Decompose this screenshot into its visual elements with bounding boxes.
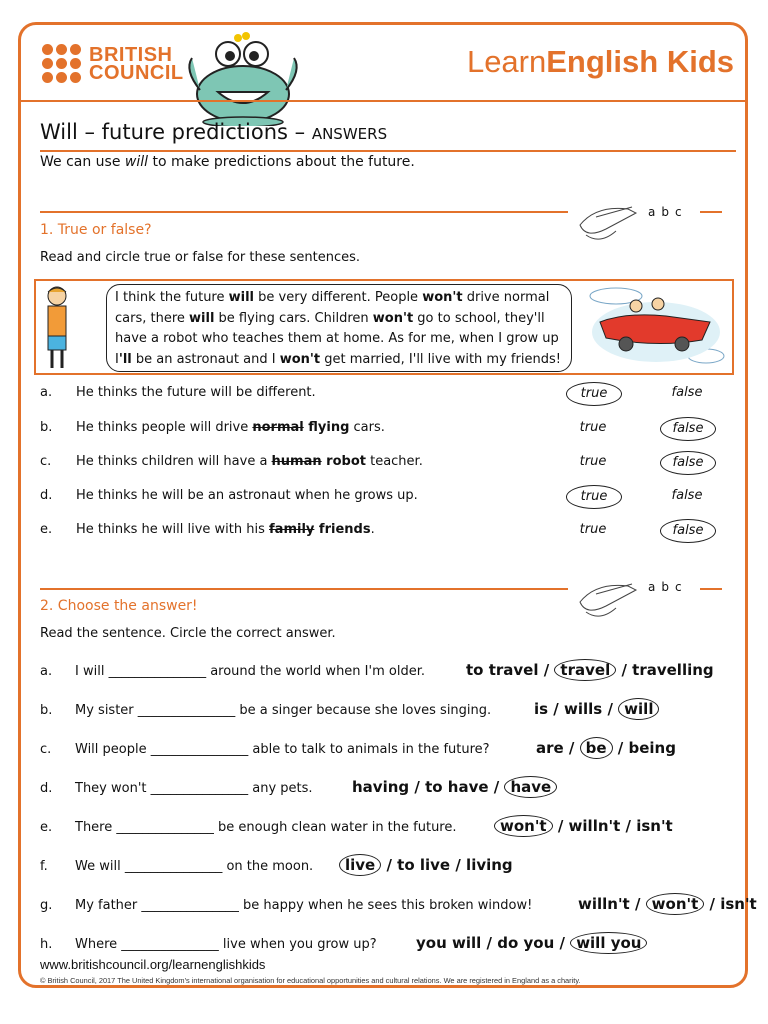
answer-options: [466, 661, 714, 679]
choose-item-sentence: My father _______________ be happy when he sees this broken window!: [75, 898, 533, 913]
struck-word: normal: [252, 420, 304, 435]
choose-item-letter: c.: [40, 742, 52, 757]
writing-hand-icon: [576, 195, 656, 250]
answer-option[interactable]: willn't: [568, 817, 621, 835]
answer-options: [534, 700, 659, 718]
story-bold: won't: [279, 351, 321, 367]
answer-option-circled[interactable]: travel: [554, 659, 616, 681]
option-separator: /: [548, 700, 565, 718]
answer-option[interactable]: wills: [564, 700, 603, 718]
answer-option[interactable]: to have: [425, 778, 489, 796]
false-option-c[interactable]: false: [660, 451, 716, 475]
option-separator: /: [538, 661, 555, 679]
item-text: He thinks he will live with his: [76, 522, 270, 537]
section2-heading: 2. Choose the answer!: [40, 598, 198, 614]
option-separator: /: [620, 817, 637, 835]
true-option-a[interactable]: true: [566, 382, 622, 406]
answer-option[interactable]: being: [628, 739, 676, 757]
abc-label: abc: [648, 580, 688, 594]
footer-copyright: © British Council, 2017 The United Kingdom's international organisation for educational opportunities and cultural relations. We are registered in England as a charity.: [40, 976, 581, 985]
story-text: go to school, they'll: [413, 310, 545, 326]
correction-word: friends: [314, 522, 371, 537]
item-text: .: [370, 522, 375, 537]
answer-options: [578, 895, 757, 913]
option-separator: /: [552, 817, 569, 835]
story-text: cars, there: [115, 310, 190, 326]
story-bold: will: [189, 310, 215, 326]
tf-item-c-letter: c.: [40, 454, 52, 469]
brand-light-text: Learn: [466, 44, 547, 79]
option-separator: /: [488, 778, 505, 796]
false-option-a[interactable]: false: [671, 385, 703, 400]
tf-item-e-text: [76, 522, 375, 537]
brand-bold-text: English Kids: [546, 44, 734, 79]
british-council-logo: [42, 44, 184, 83]
choose-item-letter: f.: [40, 859, 48, 874]
section2-divider: [40, 588, 568, 590]
answer-options: [339, 856, 513, 874]
logo-text-line1: BRITISH: [89, 43, 173, 66]
option-separator: /: [409, 778, 426, 796]
option-separator: /: [612, 739, 629, 757]
false-option-e[interactable]: false: [660, 519, 716, 543]
tf-item-a-letter: a.: [40, 385, 53, 400]
answer-options: [536, 739, 676, 757]
section2-divider-end: [700, 588, 722, 590]
answer-option-circled[interactable]: won't: [494, 815, 553, 837]
true-option-b[interactable]: true: [579, 420, 607, 435]
item-text: teacher.: [365, 454, 423, 469]
story-bold: will: [228, 290, 255, 305]
story-bold: won't: [422, 290, 463, 305]
tf-item-d-letter: d.: [40, 488, 53, 503]
speech-bubble: [106, 284, 572, 372]
section1-heading: 1. True or false?: [40, 222, 152, 238]
true-option-e[interactable]: true: [579, 522, 607, 537]
choose-item-sentence: My sister _______________ be a singer because she loves singing.: [75, 703, 492, 718]
answer-option[interactable]: having: [352, 778, 410, 796]
section1-instruction: Read and circle true or false for these sentences.: [40, 250, 361, 265]
story-text: be very different. People: [254, 290, 423, 305]
intro-text: [40, 154, 415, 170]
true-option-d[interactable]: true: [566, 485, 622, 509]
option-separator: /: [554, 934, 571, 952]
choose-item-sentence: We will _______________ on the moon.: [75, 859, 314, 874]
learnenglish-kids-logo: [467, 44, 734, 80]
choose-item-letter: b.: [40, 703, 53, 718]
choose-item-sentence: There _______________ be enough clean water in the future.: [75, 820, 457, 835]
tf-item-b-text: [76, 420, 385, 435]
abc-label: abc: [648, 205, 688, 219]
answer-option[interactable]: travelling: [632, 661, 714, 679]
story-text: have a robot who teaches them at home. As for me, when I grow up: [115, 331, 559, 346]
option-separator: /: [629, 895, 646, 913]
answer-option-circled[interactable]: live: [339, 854, 381, 876]
story-bold: won't: [372, 310, 414, 326]
answer-option[interactable]: is: [534, 700, 549, 718]
option-separator: /: [381, 856, 398, 874]
story-text: drive normal: [462, 290, 550, 305]
answer-options: [352, 778, 557, 796]
story-text: I think the future: [115, 290, 229, 305]
item-text: He thinks children will have a: [76, 454, 272, 469]
answer-option[interactable]: living: [466, 856, 513, 874]
intro-keyword: will: [124, 154, 149, 170]
tf-item-e-letter: e.: [40, 522, 53, 537]
answer-option-circled[interactable]: be: [580, 737, 613, 759]
answer-option[interactable]: are: [536, 739, 564, 757]
tf-item-b-letter: b.: [40, 420, 53, 435]
answer-option-circled[interactable]: won't: [646, 893, 705, 915]
answer-option[interactable]: willn't: [578, 895, 630, 913]
story-text: be an astronaut and I: [131, 351, 280, 367]
choose-item-letter: e.: [40, 820, 53, 835]
option-separator: /: [704, 895, 721, 913]
answer-option[interactable]: to live: [397, 856, 451, 874]
intro-after: to make predictions about the future.: [148, 154, 415, 170]
choose-item-sentence: They won't _______________ any pets.: [75, 781, 313, 796]
choose-item-letter: d.: [40, 781, 53, 796]
true-option-c[interactable]: true: [579, 454, 607, 469]
answer-options: [494, 817, 673, 835]
story-text: I: [115, 351, 119, 367]
answer-option-circled[interactable]: will you: [570, 932, 647, 954]
section1-divider-end: [700, 211, 722, 213]
footer-url[interactable]: www.britishcouncil.org/learnenglishkids: [40, 957, 266, 972]
option-separator: /: [616, 661, 633, 679]
section2-instruction: Read the sentence. Circle the correct answer.: [40, 626, 336, 641]
answer-option[interactable]: isn't: [720, 895, 757, 913]
monster-mascot-icon: [178, 30, 308, 126]
section1-divider: [40, 211, 568, 213]
choose-item-sentence: Will people _______________ able to talk to animals in the future?: [75, 742, 490, 757]
answer-option[interactable]: to travel: [466, 661, 539, 679]
title-main: Will – future predictions –: [40, 120, 312, 144]
story-bold: 'll: [118, 351, 132, 367]
boy-illustration-icon: [40, 284, 74, 372]
correction-word: robot: [321, 454, 366, 469]
tf-item-a-text: He thinks the future will be different.: [76, 385, 316, 400]
option-separator: /: [602, 700, 619, 718]
answer-option-circled[interactable]: will: [618, 698, 659, 720]
false-option-d[interactable]: false: [671, 488, 703, 503]
item-text: He thinks people will drive: [76, 420, 253, 435]
header-divider: [20, 100, 746, 102]
item-text: cars.: [349, 420, 385, 435]
answer-option[interactable]: you will: [416, 934, 482, 952]
title-answers: ANSWERS: [311, 125, 388, 143]
choose-item-letter: h.: [40, 937, 53, 952]
choose-item-letter: g.: [40, 898, 53, 913]
choose-item-sentence: I will _______________ around the world when I'm older.: [75, 664, 425, 679]
struck-word: human: [271, 454, 322, 469]
option-separator: /: [563, 739, 580, 757]
page-title: [40, 120, 387, 144]
answer-option[interactable]: do you: [497, 934, 555, 952]
flying-car-illustration-icon: [586, 282, 726, 372]
intro-before: We can use: [40, 154, 125, 170]
option-separator: /: [450, 856, 467, 874]
writing-hand-icon: [576, 572, 656, 627]
logo-dots-icon: [42, 44, 81, 83]
logo-text-line2: COUNCIL: [89, 61, 184, 84]
answer-options: [416, 934, 647, 952]
correction-word: flying: [303, 420, 350, 435]
answer-option-circled[interactable]: have: [504, 776, 557, 798]
choose-item-sentence: Where _______________ live when you grow up?: [75, 937, 377, 952]
tf-item-d-text: He thinks he will be an astronaut when he grows up.: [76, 488, 418, 503]
story-text: be flying cars. Children: [214, 310, 373, 326]
tf-item-c-text: [76, 454, 423, 469]
false-option-b[interactable]: false: [660, 417, 716, 441]
choose-item-letter: a.: [40, 664, 53, 679]
answer-option[interactable]: isn't: [636, 817, 673, 835]
option-separator: /: [481, 934, 498, 952]
struck-word: family: [269, 522, 315, 537]
story-text: get married, I'll live with my friends!: [320, 351, 561, 367]
title-divider: [40, 150, 736, 152]
